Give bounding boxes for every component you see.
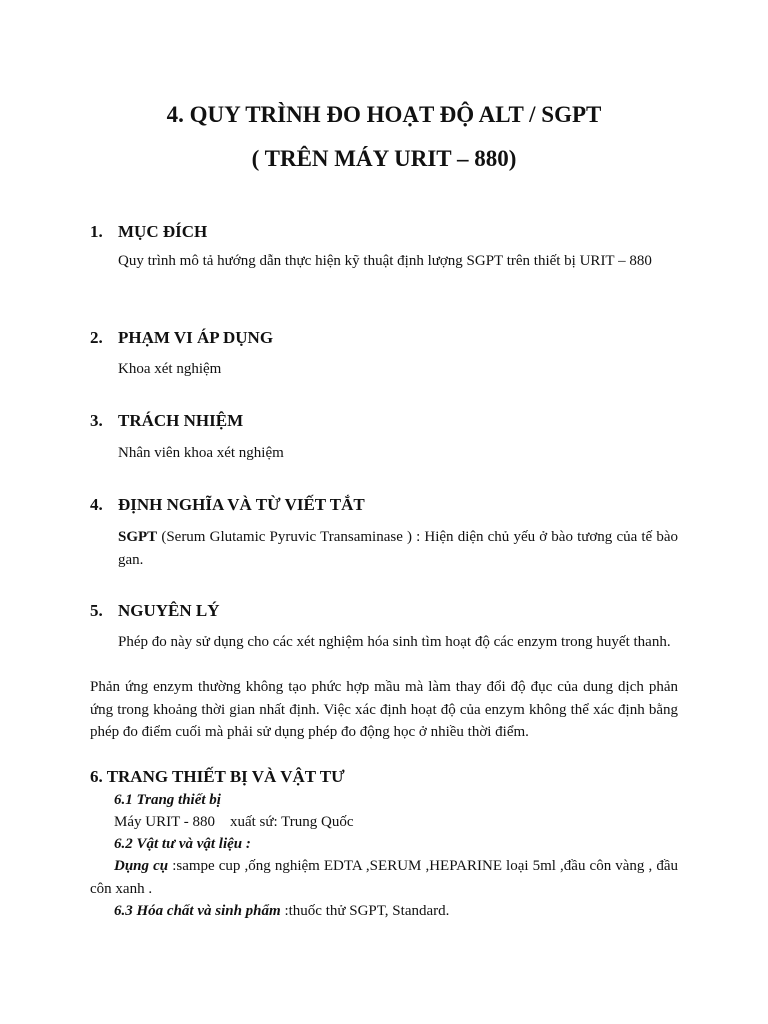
section-title: TRÁCH NHIỆM [118,411,244,430]
section-4-heading [90,494,365,516]
document-subtitle: ( TRÊN MÁY URIT – 880) [251,146,517,171]
section-title: NGUYÊN LÝ [118,601,220,620]
section-title: ĐỊNH NGHĨA VÀ TỪ VIẾT TẮT [118,495,365,514]
term-dung-cu: Dụng cụ [114,858,169,874]
section-3-heading [90,410,243,432]
section-title: MỤC ĐÍCH [118,222,208,241]
section-6-3-line [114,900,449,923]
section-6-1-label: 6.1 Trang thiết bị [114,792,221,808]
section-2-text: Khoa xét nghiệm [118,361,222,377]
section-5-heading [90,600,220,622]
section-6-3-text: :thuốc thử SGPT, Standard. [280,903,450,919]
section-1-heading [90,221,207,243]
section-6-3-label: 6.3 Hóa chất và sinh phẩm [114,903,281,919]
section-5-text-2: Phản ứng enzym thường không tạo phức hợp mầu mà làm thay đổi độ đục của dung dịch phản ứng trong khoảng thời gian nhất định. Việc xác định hoạt độ của enzym không thể xác định bằng phép đo điểm cuối mà phải sử dụng phép đo động học ở nhiều thời điểm. [90,679,678,740]
section-title: PHẠM VI ÁP DỤNG [118,328,274,347]
section-6-2-text [90,855,678,900]
section-6-heading: 6. TRANG THIẾT BỊ VÀ VẬT TƯ [90,767,345,786]
section-number: 4. [90,495,103,514]
equipment-list: :sampe cup ,ống nghiệm EDTA ,SERUM ,HEPARINE loại 5ml ,đầu côn vàng , đầu côn xanh . [90,858,678,897]
section-1-text: Quy trình mô tả hướng dẫn thực hiện kỹ thuật định lượng SGPT trên thiết bị URIT – 880 [118,253,652,269]
document-title: 4. QUY TRÌNH ĐO HOẠT ĐỘ ALT / SGPT [166,102,602,127]
section-4-text [118,526,678,571]
section-2-heading [90,327,273,349]
section-number: 2. [90,328,103,347]
section-6-1-text: Máy URIT - 880 xuất sứ: Trung Quốc [114,814,354,830]
section-number: 5. [90,601,103,620]
section-number: 3. [90,411,103,430]
term-sgpt: SGPT [118,529,158,545]
definition-text: (Serum Glutamic Pyruvic Transaminase ) : Hiện diện chủ yếu ở bào tương của tế bào gan. [118,529,678,568]
section-5-text-1: Phép đo này sử dụng cho các xét nghiệm hóa sinh tìm hoạt độ các enzym trong huyết thanh. [118,634,671,650]
section-number: 1. [90,222,103,241]
section-3-text: Nhân viên khoa xét nghiệm [118,445,284,461]
section-6-2-label: 6.2 Vật tư và vật liệu : [114,836,251,852]
